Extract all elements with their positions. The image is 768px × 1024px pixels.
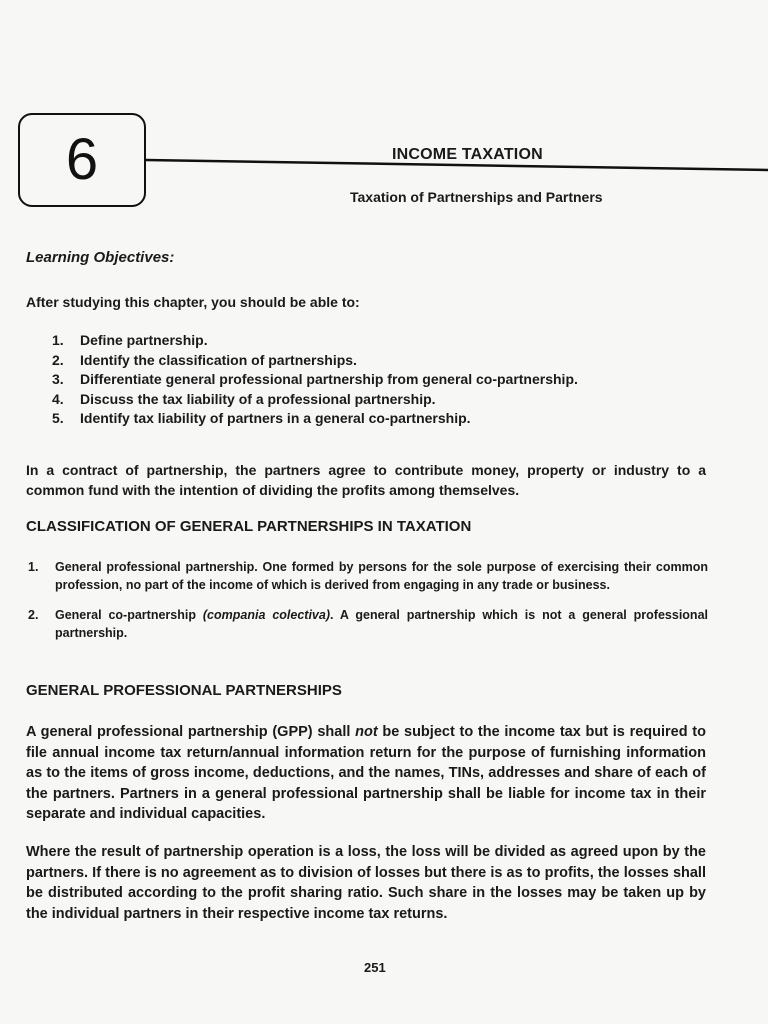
list-item: 2. Identify the classification of partnerships. <box>52 351 357 368</box>
chapter-subtitle: Taxation of Partnerships and Partners <box>350 189 603 205</box>
intro-paragraph: In a contract of partnership, the partners agree to contribute money, property or industry to a common fund with the intention of dividing the profits among themselves. <box>26 462 706 498</box>
gpp-paragraph-2: Where the result of partnership operation is a loss, the loss will be divided as agreed upon by the partners. If there is no agreement as to division of losses but there is as to profits, the losses shall be distributed according to the profit sharing ratio. Such share in the losses may be taken up by the individual partners in their respective income tax returns. <box>26 844 706 922</box>
list-item: 2. General co-partnership (compania colectiva). A general partnership which is not a general professional partnership. <box>28 608 708 640</box>
learning-objectives-intro: After studying this chapter, you should be able to: <box>26 294 360 310</box>
chapter-title: INCOME TAXATION <box>392 146 543 163</box>
gpp-paragraph-1: A general professional partnership (GPP) shall not be subject to the income tax but is required to file annual income tax return/annual information return for the purpose of furnishing information as to the items of gross income, deductions, and the names, TINs, addresses and share of each of the partners. Partners in a general professional partnership shall be liable for income tax in their separate and individual capacities. <box>26 724 706 822</box>
list-item: 3. Differentiate general professional partnership from general co-partnership. <box>52 371 578 387</box>
chapter-number: 6 <box>65 127 99 192</box>
list-item: 1. Define partnership. <box>52 332 208 348</box>
objectives-list <box>52 332 578 430</box>
learning-objectives-heading: Learning Objectives: <box>26 249 175 266</box>
classification-heading: CLASSIFICATION OF GENERAL PARTNERSHIPS IN TAXATION <box>26 518 472 535</box>
classification-list <box>28 558 708 654</box>
list-item: 4. Discuss the tax liability of a professional partnership. <box>52 390 436 407</box>
list-item: 1. General professional partnership. One formed by persons for the sole purpose of exercising their common profession, no part of the income of which is derived from engaging in any trade or business. <box>28 560 708 592</box>
gpp-heading: GENERAL PROFESSIONAL PARTNERSHIPS <box>26 682 342 699</box>
page-number: 251 <box>364 960 386 975</box>
chapter-number-box <box>18 113 146 207</box>
list-item: 5. Identify tax liability of partners in a general co-partnership. <box>52 410 471 426</box>
